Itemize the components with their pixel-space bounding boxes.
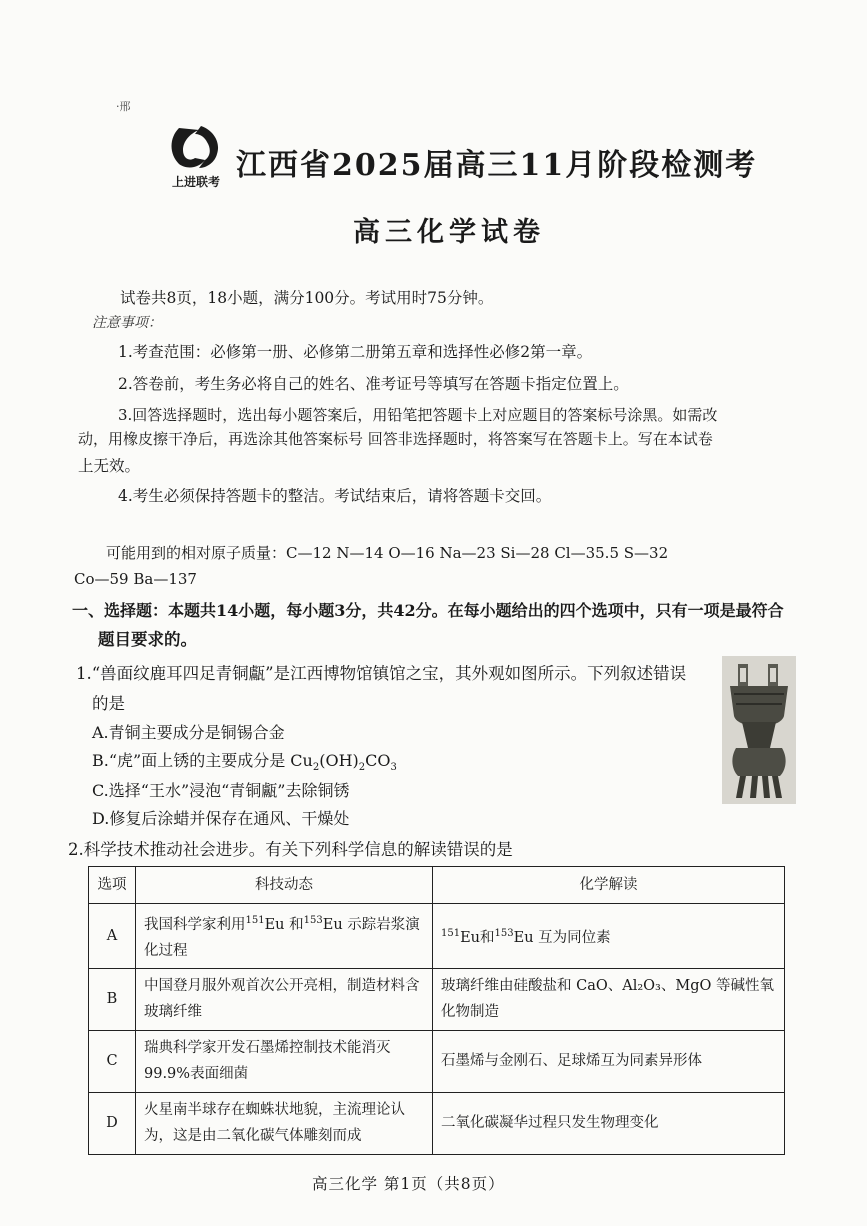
header-interpretation: 化学解读 bbox=[433, 867, 785, 904]
notice-item-3-cont: 动，用橡皮擦干净后，再选涂其他答案标号 回答非选择题时，将答案写在答题卡上。写在本试卷 bbox=[78, 430, 713, 448]
scratch-mark: ·邢 bbox=[116, 100, 131, 113]
table-row bbox=[89, 1030, 785, 1092]
row-interpretation: 二氧化碳凝华过程只发生物理变化 bbox=[433, 1092, 785, 1154]
header-option: 选项 bbox=[89, 867, 136, 904]
section-heading: 一、选择题：本题共14小题，每小题3分，共42分。在每小题给出的四个选项中，只有一项是最符合 bbox=[72, 601, 784, 620]
exam-title: 江西省2025届高三11月阶段检测考 bbox=[236, 148, 758, 183]
section-heading-cont: 题目要求的。 bbox=[98, 630, 197, 649]
notice-title: 注意事项： bbox=[92, 315, 162, 331]
notice-item-2: 2.答卷前，考生务必将自己的姓名、准考证号等填写在答题卡指定位置上。 bbox=[118, 375, 629, 393]
row-tech: 瑞典科学家开发石墨烯控制技术能消灭99.9%表面细菌 bbox=[136, 1030, 433, 1092]
q1-option-b: B.“虎”面上锈的主要成分是 $Cu_2(OH)_2CO_3$ bbox=[92, 751, 397, 774]
notice-item-4: 4.考生必须保持答题卡的整洁。考试结束后，请将答题卡交回。 bbox=[118, 487, 552, 505]
row-interpretation: 玻璃纤维由硅酸盐和 CaO、Al₂O₃、MgO 等碱性氧化物制造 bbox=[433, 968, 785, 1030]
q1-option-c: C.选择“王水”浸泡“青铜甗”去除铜锈 bbox=[92, 781, 350, 800]
row-tech: 中国登月服外观首次公开亮相，制造材料含玻璃纤维 bbox=[136, 968, 433, 1030]
notice-item-3-end: 上无效。 bbox=[78, 457, 141, 475]
row-tech: 火星南半球存在蜘蛛状地貌，主流理论认为，这是由二氧化碳气体雕刻而成 bbox=[136, 1092, 433, 1154]
row-option: B bbox=[89, 968, 136, 1030]
logo-text: 上进联考 bbox=[171, 175, 221, 189]
bronze-vessel-image bbox=[722, 656, 796, 804]
q1-option-d: D.修复后涂蜡并保存在通风、干燥处 bbox=[92, 809, 350, 828]
header-tech: 科技动态 bbox=[136, 867, 433, 904]
row-option: D bbox=[89, 1092, 136, 1154]
table-header-row bbox=[89, 867, 785, 904]
q1-stem: 1.“兽面纹鹿耳四足青铜甗”是江西博物馆镇馆之宝，其外观如图所示。下列叙述错误 bbox=[76, 664, 687, 683]
row-tech: 我国科学家利用$^{151}$Eu 和$^{153}$Eu 示踪岩浆演化过程 bbox=[136, 904, 433, 969]
row-interpretation: 石墨烯与金刚石、足球烯互为同素异形体 bbox=[433, 1030, 785, 1092]
notice-item-1: 1.考查范围：必修第一册、必修第二册第五章和选择性必修2第一章。 bbox=[118, 343, 593, 361]
q1-stem-cont: 的是 bbox=[92, 694, 125, 713]
row-option: A bbox=[89, 904, 136, 969]
table-row bbox=[89, 968, 785, 1030]
table-row bbox=[89, 1092, 785, 1154]
row-option: C bbox=[89, 1030, 136, 1092]
intro-line: 试卷共8页，18小题，满分100分。考试用时75分钟。 bbox=[120, 289, 494, 307]
q1-option-a: A.青铜主要成分是铜锡合金 bbox=[92, 723, 285, 742]
q2-table bbox=[88, 866, 785, 1155]
row-interpretation: $^{151}$Eu和$^{153}$Eu 互为同位素 bbox=[433, 904, 785, 969]
q2-stem: 2.科学技术推动社会进步。有关下列科学信息的解读错误的是 bbox=[68, 840, 513, 859]
atomic-masses-line2: Co—59 Ba—137 bbox=[74, 570, 197, 588]
exam-subtitle: 高三化学试卷 bbox=[353, 217, 545, 248]
notice-item-3: 3.回答选择题时，选出每小题答案后，用铅笔把答题卡上对应题目的答案标号涂黑。如需改 bbox=[118, 406, 718, 424]
union-logo bbox=[165, 120, 227, 192]
page-footer: 高三化学 第1页（共8页） bbox=[312, 1175, 505, 1193]
table-row bbox=[89, 904, 785, 969]
atomic-masses-line1: 可能用到的相对原子质量：C—12 N—14 O—16 Na—23 Si—28 Cl—35.5 S—32 bbox=[106, 544, 669, 562]
